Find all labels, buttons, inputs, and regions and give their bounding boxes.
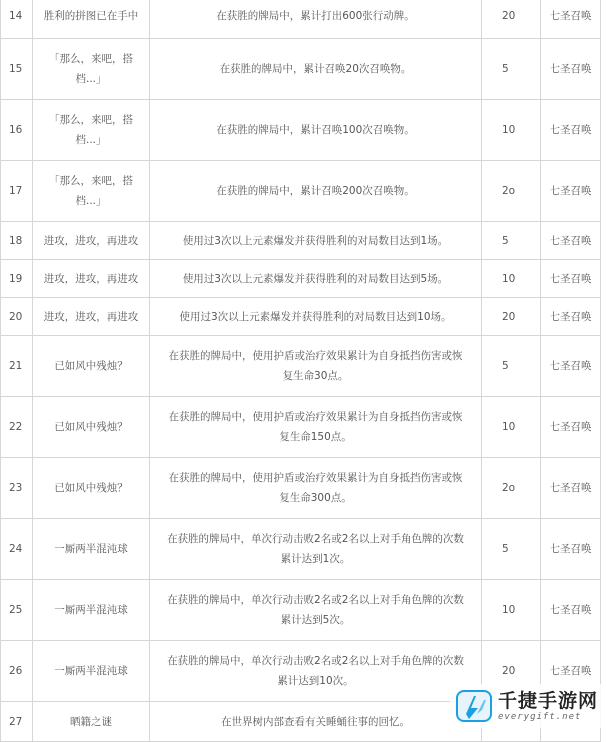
reward-points: 5: [482, 336, 541, 397]
row-number: 26: [1, 641, 33, 702]
achievement-name: 进攻，进攻，再进攻: [33, 260, 150, 298]
achievement-description: 在获胜的牌局中，使用护盾或治疗效果累计为自身抵挡伤害或恢复生命300点。: [150, 458, 482, 519]
reward-points: 10: [482, 397, 541, 458]
achievement-name: 已如风中残烛？: [33, 397, 150, 458]
watermark-title: 千捷手游网: [497, 690, 598, 712]
achievement-name: 一厮两半混沌球: [33, 641, 150, 702]
row-number: 17: [1, 161, 33, 222]
reward-category: 七圣召唤: [541, 222, 601, 260]
row-number: 14: [1, 0, 33, 39]
achievement-description: 在获胜的牌局中，累计召唤100次召唤物。: [150, 100, 482, 161]
achievement-description: 使用过3次以上元素爆发并获得胜利的对局数目达到1场。: [150, 222, 482, 260]
table-row: [1, 298, 601, 336]
achievement-description: 在获胜的牌局中，使用护盾或治疗效果累计为自身抵挡伤害或恢复生命30点。: [150, 336, 482, 397]
lightning-logo-icon: [454, 686, 494, 726]
achievement-description: 在获胜的牌局中，累计召唤200次召唤物。: [150, 161, 482, 222]
achievement-name: 「那么，来吧，搭档...」: [33, 39, 150, 100]
reward-category: 七圣召唤: [541, 641, 601, 702]
achievement-description: 在世界树内部查看有关睡蛹往事的回忆。: [150, 702, 482, 742]
table-row: [1, 260, 601, 298]
achievement-name: 胜利的拼图已在手中: [33, 0, 150, 39]
reward-points: 2o: [482, 458, 541, 519]
achievement-name: 进攻，进攻，再进攻: [33, 222, 150, 260]
reward-points: 20: [482, 0, 541, 39]
row-number: 21: [1, 336, 33, 397]
reward-points: 10: [482, 580, 541, 641]
achievement-name: 已如风中残烛？: [33, 336, 150, 397]
row-number: 19: [1, 260, 33, 298]
achievement-name: 已如风中残烛？: [33, 458, 150, 519]
achievement-description: 在获胜的牌局中，单次行动击败2名或2名以上对手角色牌的次数累计达到10次。: [150, 641, 482, 702]
reward-points: 10: [482, 260, 541, 298]
reward-points: 20: [482, 298, 541, 336]
table-row: [1, 161, 601, 222]
row-number: 16: [1, 100, 33, 161]
achievement-description: 在获胜的牌局中，单次行动击败2名或2名以上对手角色牌的次数累计达到1次。: [150, 519, 482, 580]
reward-category: 七圣召唤: [541, 397, 601, 458]
achievement-description: 在获胜的牌局中，累计打出600张行动牌。: [150, 0, 482, 39]
achievement-name: 一厮两半混沌球: [33, 519, 150, 580]
achievement-description: 在获胜的牌局中，单次行动击败2名或2名以上对手角色牌的次数累计达到5次。: [150, 580, 482, 641]
table-row: [1, 0, 601, 39]
reward-category: 七圣召唤: [541, 161, 601, 222]
reward-category: 七圣召唤: [541, 458, 601, 519]
table-row: [1, 458, 601, 519]
reward-category: 七圣召唤: [541, 519, 601, 580]
reward-points: 5: [482, 39, 541, 100]
achievement-description: 在获胜的牌局中，累计召唤20次召唤物。: [150, 39, 482, 100]
table-row: [1, 336, 601, 397]
row-number: 25: [1, 580, 33, 641]
table-row: [1, 222, 601, 260]
achievement-name: 「那么，来吧，搭档...」: [33, 100, 150, 161]
achievement-name: 「那么，来吧，搭档...」: [33, 161, 150, 222]
table-row: [1, 580, 601, 641]
achievement-name: 进攻，进攻，再进攻: [33, 298, 150, 336]
achievement-name: 一厮两半混沌球: [33, 580, 150, 641]
row-number: 20: [1, 298, 33, 336]
watermark-subtitle: everygift.net: [497, 712, 582, 722]
table-row: [1, 100, 601, 161]
reward-category: 七圣召唤: [541, 298, 601, 336]
row-number: 22: [1, 397, 33, 458]
reward-category: 七圣召唤: [541, 0, 601, 39]
table-row: [1, 519, 601, 580]
reward-category: 七圣召唤: [541, 39, 601, 100]
achievement-description: 使用过3次以上元素爆发并获得胜利的对局数目达到10场。: [150, 298, 482, 336]
row-number: 15: [1, 39, 33, 100]
row-number: 27: [1, 702, 33, 742]
reward-points: 2o: [482, 161, 541, 222]
achievement-description: 使用过3次以上元素爆发并获得胜利的对局数目达到5场。: [150, 260, 482, 298]
achievement-description: 在获胜的牌局中，使用护盾或治疗效果累计为自身抵挡伤害或恢复生命150点。: [150, 397, 482, 458]
reward-category: 七圣召唤: [541, 100, 601, 161]
reward-points: 5: [482, 519, 541, 580]
achievement-table-body: [1, 0, 601, 742]
reward-points: 20: [482, 641, 541, 702]
reward-category: 七圣召唤: [541, 580, 601, 641]
reward-category: 七圣召唤: [541, 336, 601, 397]
reward-points: 5: [482, 222, 541, 260]
table-row: [1, 39, 601, 100]
reward-category: 七圣召唤: [541, 260, 601, 298]
reward-points: 10: [482, 100, 541, 161]
row-number: 24: [1, 519, 33, 580]
row-number: 18: [1, 222, 33, 260]
achievement-name: 晒籍之谜: [33, 702, 150, 742]
site-watermark: [450, 684, 602, 728]
row-number: 23: [1, 458, 33, 519]
table-row: [1, 397, 601, 458]
